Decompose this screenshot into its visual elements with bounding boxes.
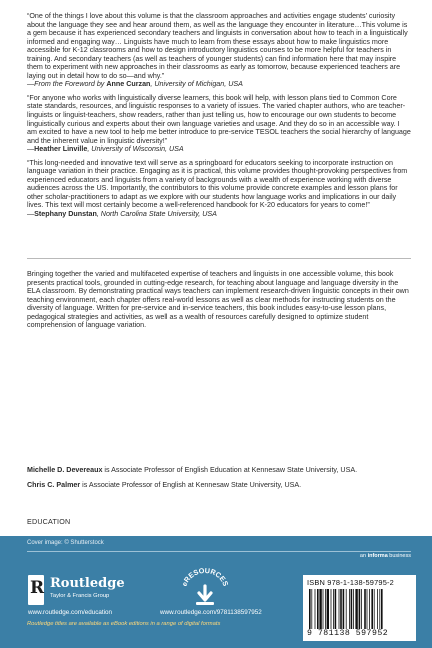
barcode-number: 9 781138 597952 <box>307 629 389 638</box>
attribution-affiliation: , University of Michigan, USA <box>150 80 243 89</box>
author-bio <box>27 466 411 475</box>
publisher-group: Taylor & Francis Group <box>50 593 110 599</box>
ebook-note: Routledge titles are available as eBook editions in a range of digital formats <box>27 621 221 627</box>
subject-category: EDUCATION <box>27 518 71 526</box>
cover-credit: Cover image: © Shutterstock <box>27 540 104 546</box>
attribution-name: Heather Linville <box>34 145 88 154</box>
author-name: Chris C. Palmer <box>27 480 81 489</box>
eresources-icon <box>180 568 230 610</box>
barcode-icon <box>307 589 411 629</box>
author-bios <box>27 466 411 495</box>
author-bio <box>27 481 411 490</box>
footer-divider <box>27 551 411 552</box>
logo-letter: R <box>30 578 45 598</box>
isbn-text: ISBN 978-1-138-59795-2 <box>307 578 394 587</box>
quote-attribution <box>27 145 411 154</box>
endorsement-quote <box>27 12 411 89</box>
informa-suffix: business <box>387 553 411 559</box>
informa-prefix: an <box>359 553 368 559</box>
publisher-name: Routledge <box>50 576 125 591</box>
endorsement-quote <box>27 94 411 154</box>
book-description: Bringing together the varied and multifaceted expertise of teachers and linguists in one accessible volume, this book presents practical tools, grounded in cutting-edge research, for teaching about language and language diversity in the ELA classroom. By demonstrating practical ways teachers can implement research-driven linguistic concepts in their own teaching environment, each chapter offers real-world lessons as well as clear methods for instructing students on the diversity of language. Written for pre-service and in-service teachers, this book includes easy-to-use lesson plans, pedagogical strategies and activities, as well as a wealth of resources carefully designed to optimize student comprehension of language variation. <box>27 270 409 330</box>
book-url[interactable]: www.routledge.com/9781138597952 <box>160 609 262 616</box>
endorsements <box>27 12 411 224</box>
quote-attribution <box>27 80 411 89</box>
attribution-affiliation: , North Carolina State University, USA <box>96 210 217 219</box>
author-bio-text: is Associate Professor of English Education at Kennesaw State University, USA. <box>102 466 358 474</box>
quote-text: “One of the things I love about this volume is that the classroom approaches and activities engage students’ curiosity about the language they see and hear around them, as well as the language they encounter in literature…This volume is a gem because it has experienced secondary teachers and linguists in conversation about how to teach in a linguistically informed and engaging way… Linguists have much to learn from these essays about how to make linguistics more accessible for K-12 classrooms and how to design introductory linguistics courses to be more helpful for teachers in training. And secondary teachers (as well as teachers of younger students) can find information here that may inspire them to experiment with new approaches in their classrooms as early as tomorrow, because experienced teachers are laying out in detail how to do so—and why.” <box>27 12 408 80</box>
attribution-affiliation: , University of Wisconsin, USA <box>87 145 184 154</box>
quote-text: “For anyone who works with linguistically diverse learners, this book will help, with lesson plans tied to Common Core state standards, resources, and linguistic responses to a variety of issues. The varied chapter authors, who are teacher-linguists or linguist-teachers, show readers, rather than just telling us, how to encourage our own students to become linguistically curious and experts about their own language varieties and usage. And they do so in an accessible way. I am excited to have a new tool to help me better introduce to pre-service TESOL teachers the social hierarchy of language and the inherent value in linguistic diversity!” <box>27 93 411 145</box>
informa-brand: informa <box>367 553 388 559</box>
informa-business-tag <box>360 553 411 559</box>
attribution-prefix: — <box>27 145 35 154</box>
attribution-prefix: — <box>27 210 35 219</box>
author-name: Michelle D. Devereaux <box>27 466 103 474</box>
quote-text: “This long-needed and innovative text will serve as a springboard for educators seeking to incorporate instruction on language variation in their practice. Engaging as it is practical, this volume provides thought-provoking perspectives from experienced educators and linguists from a variety of backgrounds with a wealth of experience working with diverse audiences across the US. Importantly, the contributors to this volume provide concrete examples and lesson plans for other scholar-practitioners to adapt as we explore with our students how language works and implications in our daily lives. This text will most certainly become a well-referenced handbook for K-20 educators for years to come!” <box>27 158 408 210</box>
publisher-footer <box>0 536 432 648</box>
routledge-logo-icon <box>28 575 44 605</box>
attribution-prefix: —From the Foreword by <box>27 80 107 89</box>
attribution-name: Anne Curzan <box>106 80 151 89</box>
quote-attribution <box>27 210 411 219</box>
publisher-url[interactable]: www.routledge.com/education <box>28 609 113 616</box>
section-divider <box>27 258 411 259</box>
endorsement-quote <box>27 159 411 219</box>
eresources-label: eRESOURCES <box>180 568 230 588</box>
attribution-name: Stephany Dunstan <box>34 210 97 219</box>
author-bio-text: is Associate Professor of English at Kennesaw State University, USA. <box>80 480 302 489</box>
isbn-barcode <box>303 575 416 641</box>
